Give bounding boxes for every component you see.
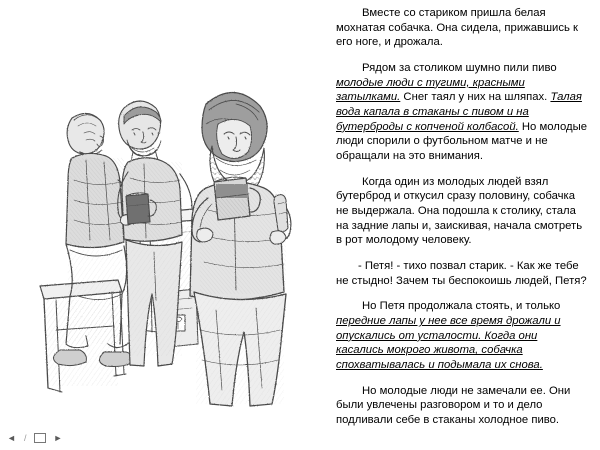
next-page-icon[interactable]: ► xyxy=(53,432,63,443)
navigation-toolbar[interactable] xyxy=(6,431,64,445)
paragraph-3 xyxy=(336,175,588,248)
previous-page-icon[interactable]: ◄ xyxy=(7,432,16,443)
paragraph-5 xyxy=(336,299,588,372)
text-run: Вместе со стариком пришла белая мохнатая собачка. Она сидела, прижавшись к его ноге, и дрожала. xyxy=(336,7,578,49)
text-run: Когда один из молодых людей взял бутерброд и откусил сразу половину, собачка не выдержала. Она подошла к столику, стала на задние лапы и, заискивая, начала смотреть в рот молодому человеку. xyxy=(336,175,583,247)
text-run-emphasis: передние лапы у нее все время дрожали и опускались от усталости. Когда они касались мокрого живота, собачка спохватывалась и подымала их снова. xyxy=(336,315,561,372)
text-run: Но молодые люди спорили о футбольном матче и не обращали на это внимания. xyxy=(336,120,588,163)
text-run: Рядом за столиком шумно пили пиво xyxy=(362,62,557,75)
paragraph-2 xyxy=(336,61,588,164)
text-run-emphasis: молодые люди с тугими, красными затылками. xyxy=(336,76,525,104)
text-run: Снег таял у них на шляпах. xyxy=(400,91,551,104)
text-run: - Петя! - тихо позвал старик. - Как же тебе не стыдно! Зачем ты беспокоишь людей, Петя? xyxy=(336,260,587,287)
page-icon[interactable] xyxy=(34,433,46,443)
paragraph-4-dialogue xyxy=(336,259,588,288)
story-text-column xyxy=(336,6,588,426)
text-run: Но молодые люди не замечали ее. Они были увлечены разговором и то и дело подливали себе в стаканы холодное пиво. xyxy=(336,384,571,427)
text-run-emphasis: Талая вода капала в стаканы с пивом и на бутерброды с копченой колбасой. xyxy=(336,91,582,133)
text-run: Но Петя продолжала стоять, и только xyxy=(362,300,561,313)
toolbar-separator: / xyxy=(24,433,27,443)
paragraph-6 xyxy=(336,384,588,428)
paragraph-1 xyxy=(336,6,588,50)
